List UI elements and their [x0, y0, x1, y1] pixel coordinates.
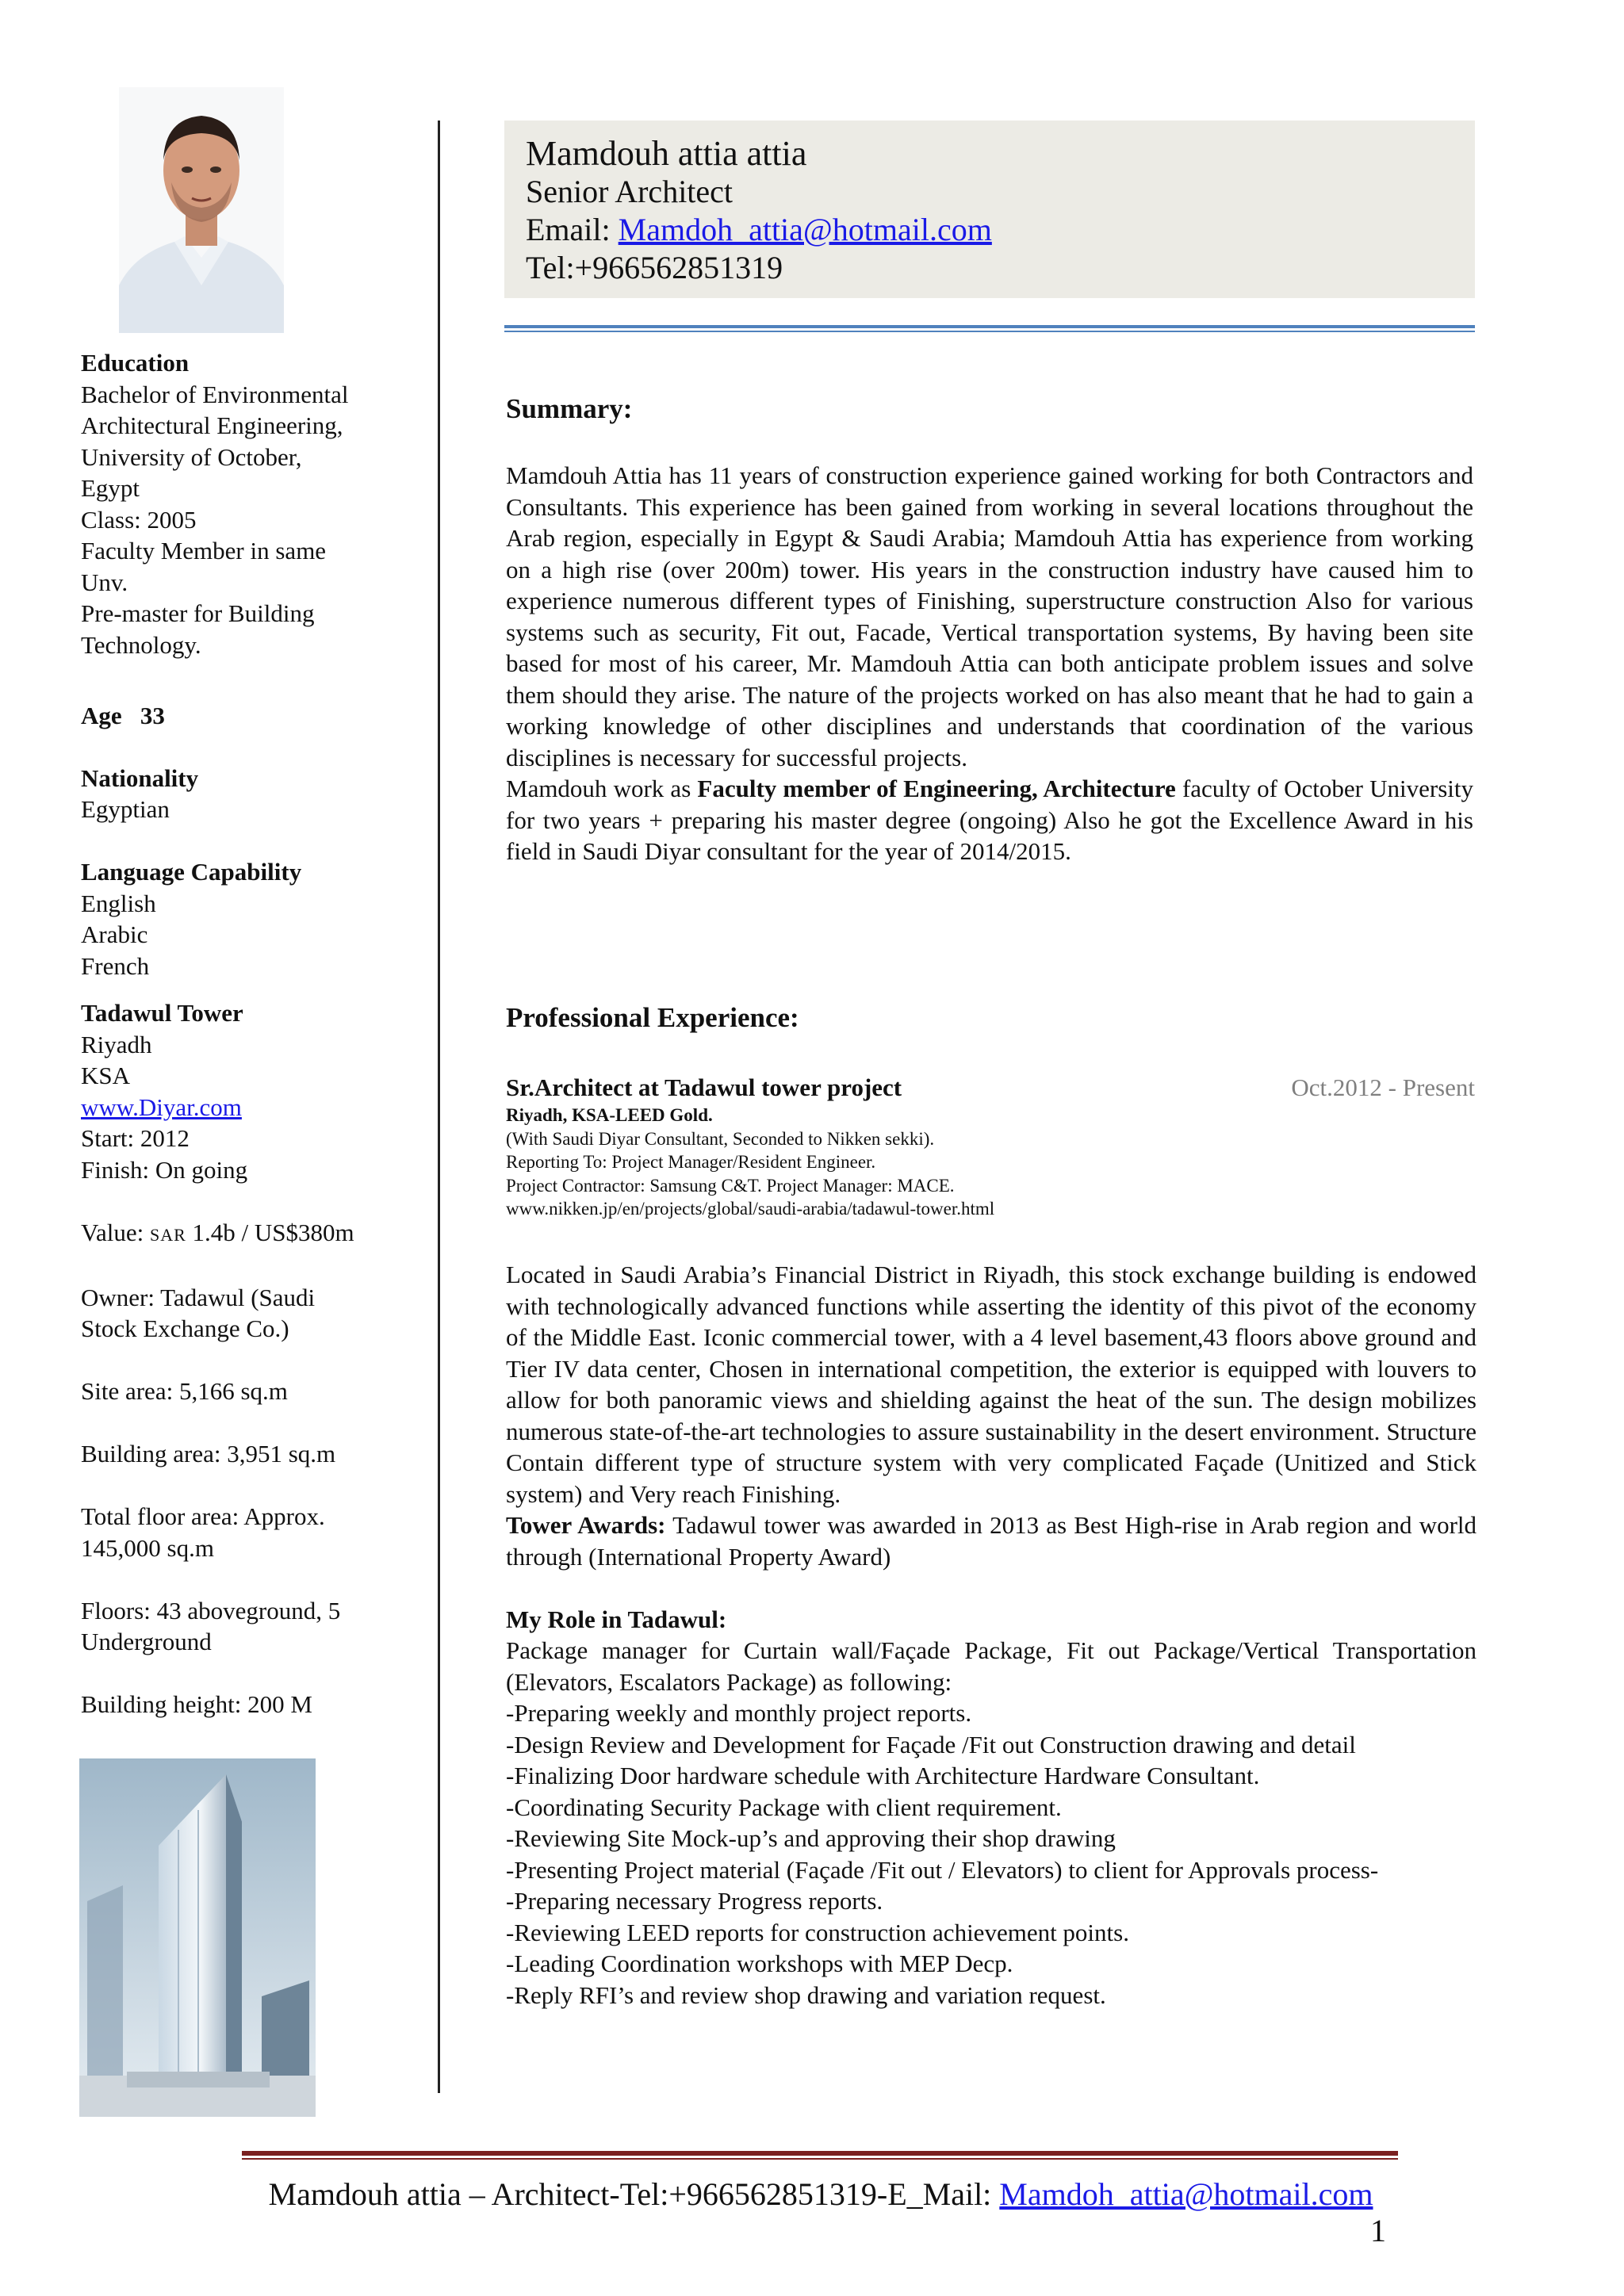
- floors: Floors: 43 aboveground, 5: [81, 1596, 341, 1624]
- project-description-section: [506, 1259, 1477, 2011]
- header-divider: [504, 331, 1475, 332]
- column-divider: [438, 121, 440, 2093]
- phone-line: Tel:+966562851319: [526, 250, 783, 285]
- age-value: 33: [140, 701, 165, 729]
- job-header: [506, 1073, 1475, 1102]
- floors: Underground: [81, 1628, 212, 1655]
- role-item: -Reviewing LEED reports for construction achievement points.: [506, 1918, 1129, 1946]
- page-number: 1: [1370, 2213, 1386, 2248]
- email-label: Email:: [526, 212, 619, 247]
- role-item: -Reply RFI’s and review shop drawing and variation request.: [506, 1980, 1106, 2009]
- education-line: Technology.: [81, 630, 201, 659]
- job-title: Sr.Architect at Tadawul tower project: [506, 1073, 902, 1101]
- job-detail-line: Reporting To: Project Manager/Resident Engineer.: [506, 1152, 876, 1172]
- age-label: Age: [81, 701, 122, 729]
- job-dates: Oct.2012 - Present: [1291, 1073, 1475, 1101]
- role-item: -Finalizing Door hardware schedule with Architecture Hardware Consultant.: [506, 1762, 1260, 1789]
- project-country: KSA: [81, 1062, 131, 1089]
- header-divider: [504, 325, 1475, 328]
- education-line: Class: 2005: [81, 505, 197, 534]
- profile-photo-image: [119, 87, 284, 333]
- footer-divider: [242, 2151, 1398, 2156]
- project-heading: Tadawul Tower: [81, 999, 243, 1027]
- awards-label: Tower Awards:: [506, 1511, 666, 1539]
- awards-paragraph: Tower Awards: Tadawul tower was awarded in 2013 as Best High-rise in Arab region and world through (International Property Award): [506, 1511, 1477, 1571]
- currency-code: SAR: [149, 1224, 186, 1245]
- project-city: Riyadh: [81, 1030, 152, 1058]
- owner-line: Stock Exchange Co.): [81, 1314, 289, 1342]
- header-contact-box: [504, 121, 1475, 298]
- job-detail-line: (With Saudi Diyar Consultant, Seconded to Nikken sekki).: [506, 1128, 935, 1149]
- job-detail-line: www.nikken.jp/en/projects/global/saudi-arabia/tadawul-tower.html: [506, 1199, 995, 1219]
- footer-email-link[interactable]: Mamdoh_attia@hotmail.com: [999, 2176, 1373, 2212]
- role-heading: My Role in Tadawul:: [506, 1605, 727, 1633]
- education-line: Faculty Member in same: [81, 537, 327, 564]
- email-link[interactable]: Mamdoh_attia@hotmail.com: [618, 212, 992, 247]
- building-height: Building height: 200 M: [81, 1690, 312, 1718]
- education-heading: Education: [81, 349, 190, 377]
- project-description: Located in Saudi Arabia’s Financial District in Riyadh, this stock exchange building is endowed with technologically advanced functions while asserting the identity of this pivot of the economy of the Middle East. Iconic commercial tower, with a 4 level basement,43 floors above ground and Tier IV data center, Chosen in international competition, the exterior is equipped with louvers to allow for both panoramic views and shielding against the heat of the sun. The design mobilizes numerous state-of-the-art technologies to assure sustainability in the desert environment. Structure Contain different type of structure system with very complicated Façade (Unitized and Stick system) and Very reach Finishing.: [506, 1261, 1477, 1508]
- summary-heading: Summary:: [506, 393, 633, 424]
- sidebar: [81, 347, 422, 1720]
- tower-image: [79, 1758, 316, 2117]
- site-area: Site area: 5,166 sq.m: [81, 1377, 288, 1405]
- role-intro: Package manager for Curtain wall/Façade Package, Fit out Package/Vertical Transportation (Elevators, Escalators Package) as following:: [506, 1636, 1477, 1696]
- role-item: -Preparing necessary Progress reports.: [506, 1887, 883, 1915]
- candidate-title: Senior Architect: [526, 174, 733, 209]
- role-item: -Reviewing Site Mock-up’s and approving their shop drawing: [506, 1824, 1116, 1852]
- job-location: Riyadh, KSA-LEED Gold.: [506, 1105, 713, 1125]
- profile-photo: [119, 87, 284, 333]
- summary-section: [506, 460, 1473, 867]
- nationality-value: Egyptian: [81, 795, 170, 823]
- total-floor-area: 145,000 sq.m: [81, 1533, 214, 1562]
- age-line: [81, 700, 422, 732]
- email-line: [526, 211, 992, 248]
- footer-text: Mamdouh attia – Architect-Tel:+966562851319-E_Mail:: [268, 2176, 1000, 2212]
- role-item: -Preparing weekly and monthly project reports.: [506, 1699, 972, 1727]
- faculty-bold: Faculty member of Engineering, Architecture: [697, 775, 1176, 802]
- owner-line: Owner: Tadawul (Saudi: [81, 1283, 316, 1311]
- project-value: Value: SAR 1.4b / US$380m: [81, 1218, 354, 1246]
- building-area: Building area: 3,951 sq.m: [81, 1440, 336, 1468]
- education-line: Architectural Engineering,: [81, 411, 343, 439]
- footer-divider: [242, 2158, 1398, 2160]
- role-item: -Coordinating Security Package with client requirement.: [506, 1793, 1062, 1821]
- role-item: -Presenting Project material (Façade /Fit out / Elevators) to client for Approvals process-: [506, 1855, 1379, 1884]
- language-item: French: [81, 951, 150, 980]
- job-detail-line: Project Contractor: Samsung C&T. Project Manager: MACE.: [506, 1175, 955, 1196]
- nationality-heading: Nationality: [81, 763, 199, 792]
- education-line: University of October,: [81, 442, 302, 471]
- role-item: -Design Review and Development for Façade /Fit out Construction drawing and detail: [506, 1730, 1356, 1758]
- tower-illustration: [79, 1758, 316, 2117]
- role-item: -Leading Coordination workshops with MEP Decp.: [506, 1950, 1013, 1977]
- language-item: English: [81, 889, 156, 917]
- project-start: Start: 2012: [81, 1124, 190, 1152]
- language-heading: Language Capability: [81, 858, 302, 886]
- summary-paragraph: Mamdouh Attia has 11 years of construction experience gained working for both Contractors and Consultants. This experience has been gained from working in several locations throughout the Arab region, especially in Egypt & Saudi Arabia; Mamdouh Attia has experience from working on a high rise (over 200m) tower. His years in the construction industry have caused him to experience numerous different types of Finishing, superstructure construction Also for various systems such as security, Fit out, Facade, Vertical transportation systems, By having been site based for most of his career, Mr. Mamdouh Attia can both anticipate problem issues and solve them should they arise. The nature of the projects worked on has also meant that he had to gain a working knowledge of other disciplines and understands that coordination of the various disciplines is necessary for successful projects.: [506, 461, 1473, 771]
- faculty-paragraph: Mamdouh work as Faculty member of Engineering, Architecture faculty of October University for two years + preparing his master degree (ongoing) Also he got the Excellence Award in his field in Saudi Diyar consultant for the year of 2014/2015.: [506, 775, 1473, 865]
- language-item: Arabic: [81, 920, 148, 948]
- education-line: Pre-master for Building: [81, 599, 315, 627]
- total-floor-area: Total floor area: Approx.: [81, 1502, 325, 1530]
- project-link[interactable]: www.Diyar.com: [81, 1093, 242, 1121]
- candidate-name: Mamdouh attia attia: [526, 134, 807, 173]
- project-finish: Finish: On going: [81, 1155, 248, 1184]
- education-line: Egypt: [81, 474, 140, 502]
- job-details: [506, 1104, 1475, 1221]
- education-line: Unv.: [81, 568, 128, 596]
- education-line: Bachelor of Environmental: [81, 380, 349, 408]
- footer-contact: [246, 2175, 1396, 2213]
- experience-heading: Professional Experience:: [506, 1002, 799, 1033]
